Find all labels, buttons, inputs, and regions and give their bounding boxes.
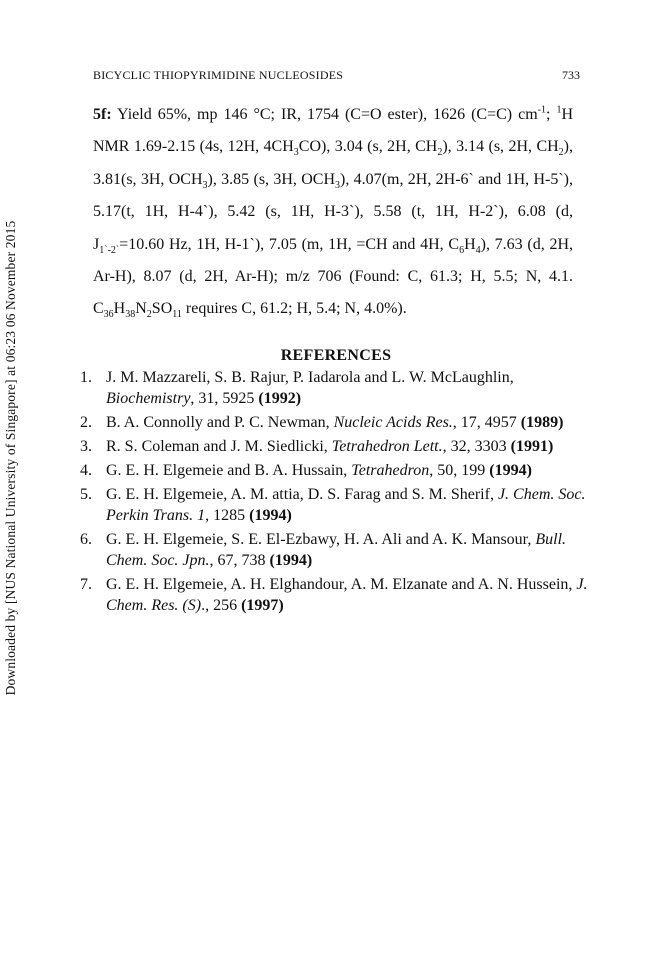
subscript: 2 bbox=[558, 147, 564, 159]
reference-number: 7. bbox=[80, 576, 92, 593]
compound-text: ), 7.63 (d, 2H, Ar-H), 8.07 (d, 2H, Ar-H); m/z 706 (Found: C, 61.3; H, 5.5; N, 4.1. C bbox=[93, 235, 573, 318]
subscript: 4 bbox=[475, 244, 481, 256]
reference-item bbox=[80, 529, 590, 571]
reference-details: , 32, 3303 bbox=[442, 438, 511, 455]
reference-details: , 31, 5925 bbox=[190, 390, 259, 407]
reference-item bbox=[80, 436, 590, 457]
reference-journal: Bull. Chem. Soc. Jpn. bbox=[106, 531, 567, 569]
reference-item bbox=[80, 574, 590, 616]
reference-number: 3. bbox=[80, 438, 92, 455]
reference-year: (1994) bbox=[269, 552, 313, 569]
compound-text: ; bbox=[545, 106, 557, 123]
compound-text: =10.60 Hz, 1H, H-1`), 7.05 (m, 1H, =CH and 4H, C bbox=[119, 235, 460, 253]
download-watermark bbox=[0, 198, 22, 718]
subscript: 3 bbox=[293, 147, 299, 159]
references-list bbox=[80, 367, 590, 619]
superscript: -1 bbox=[537, 104, 546, 116]
subscript: 3 bbox=[335, 180, 341, 191]
compound-text: Yield 65%, mp 146 °C; IR, 1754 (C=O ester), 1626 (C=C) cm bbox=[111, 106, 538, 123]
compound-text: ), 3.14 (s, 2H, CH bbox=[442, 138, 559, 156]
page-number: 733 bbox=[562, 68, 580, 82]
reference-authors: J. M. Mazzareli, S. B. Rajur, P. Iadarola and L. W. McLaughlin, bbox=[106, 369, 514, 386]
reference-journal: J. Chem. Res. (S) bbox=[106, 576, 588, 614]
reference-year: (1994) bbox=[489, 462, 532, 479]
reference-journal: Nucleic Acids Res. bbox=[333, 414, 453, 431]
reference-journal: Biochemistry bbox=[106, 390, 191, 407]
reference-item bbox=[80, 367, 590, 409]
compound-text: H bbox=[464, 235, 476, 253]
reference-year: (1997) bbox=[241, 597, 284, 614]
reference-authors: G. E. H. Elgemeie, S. E. El-Ezbawy, H. A. Ali and A. K. Mansour, bbox=[106, 531, 536, 548]
reference-number: 6. bbox=[80, 531, 92, 548]
reference-details: , 17, 4957 bbox=[452, 414, 521, 431]
compound-text: CO), 3.04 (s, 2H, CH bbox=[298, 138, 438, 156]
subscript: 38 bbox=[125, 309, 136, 321]
reference-year: (1994) bbox=[249, 507, 292, 524]
compound-text: SO bbox=[151, 300, 173, 318]
running-head: BICYCLIC THIOPYRIMIDINE NUCLEOSIDES bbox=[93, 68, 344, 82]
download-note: Downloaded by [NUS National University of Singapore] at 06:23 06 November 2015 bbox=[3, 220, 18, 696]
compound-text: H bbox=[113, 300, 126, 318]
reference-authors: G. E. H. Elgemeie, A. M. attia, D. S. Farag and S. M. Sherif, bbox=[106, 486, 498, 503]
reference-year: (1989) bbox=[520, 414, 564, 431]
reference-number: 5. bbox=[80, 486, 92, 503]
reference-authors: B. A. Connolly and P. C. Newman, bbox=[106, 414, 334, 431]
reference-details: , 50, 199 bbox=[429, 462, 490, 479]
subscript: 2 bbox=[437, 147, 443, 159]
reference-authors: G. E. H. Elgemeie, A. H. Elghandour, A. M. Elzanate and A. N. Hussein, bbox=[106, 576, 577, 593]
reference-item bbox=[80, 460, 590, 481]
reference-journal: J. Chem. Soc. Perkin Trans. 1 bbox=[106, 486, 586, 524]
subscript: 3 bbox=[202, 180, 208, 191]
subscript: 6 bbox=[459, 244, 465, 256]
reference-item bbox=[80, 484, 590, 526]
compound-text: requires C, 61.2; H, 5.4; N, 4.0%). bbox=[181, 300, 407, 318]
compound-text: ), 3.81(s, 3H, OCH bbox=[93, 138, 573, 188]
reference-details: , 1285 bbox=[205, 507, 250, 524]
reference-journal: Tetrahedron Lett. bbox=[331, 438, 443, 455]
subscript: 11 bbox=[172, 309, 182, 321]
references-heading: REFERENCES bbox=[280, 347, 392, 364]
reference-item bbox=[80, 412, 590, 433]
compound-5f-paragraph bbox=[93, 99, 573, 326]
compound-text: ), 4.07(m, 2H, 2H-6` and 1H, H-5`), 5.17(t, 1H, H-4`), 5.42 (s, 1H, H-3`), 5.58 (t, 1H, H-2`), 6.08 (d, J bbox=[93, 170, 574, 253]
compound-text: ), 3.85 (s, 3H, OCH bbox=[207, 170, 336, 188]
reference-number: 1. bbox=[80, 369, 92, 386]
compound-text: N bbox=[135, 300, 147, 318]
reference-number: 4. bbox=[80, 462, 92, 479]
reference-authors: R. S. Coleman and J. M. Siedlicki, bbox=[106, 438, 332, 455]
compound-label: 5f: bbox=[93, 106, 112, 123]
subscript: 2 bbox=[146, 309, 152, 321]
reference-year: (1991) bbox=[510, 438, 554, 455]
reference-year: (1992) bbox=[258, 390, 302, 407]
reference-number: 2. bbox=[80, 414, 92, 431]
superscript: 1 bbox=[556, 104, 562, 116]
subscript: 1`-2` bbox=[99, 244, 120, 256]
reference-authors: G. E. H. Elgemeie and B. A. Hussain, bbox=[106, 462, 352, 479]
subscript: 36 bbox=[103, 309, 114, 321]
reference-details: ., 256 bbox=[201, 597, 242, 614]
reference-journal: Tetrahedron bbox=[351, 462, 430, 479]
reference-details: , 67, 738 bbox=[209, 552, 270, 569]
compound-text: H NMR 1.69-2.15 (4s, 12H, 4CH bbox=[93, 106, 573, 156]
